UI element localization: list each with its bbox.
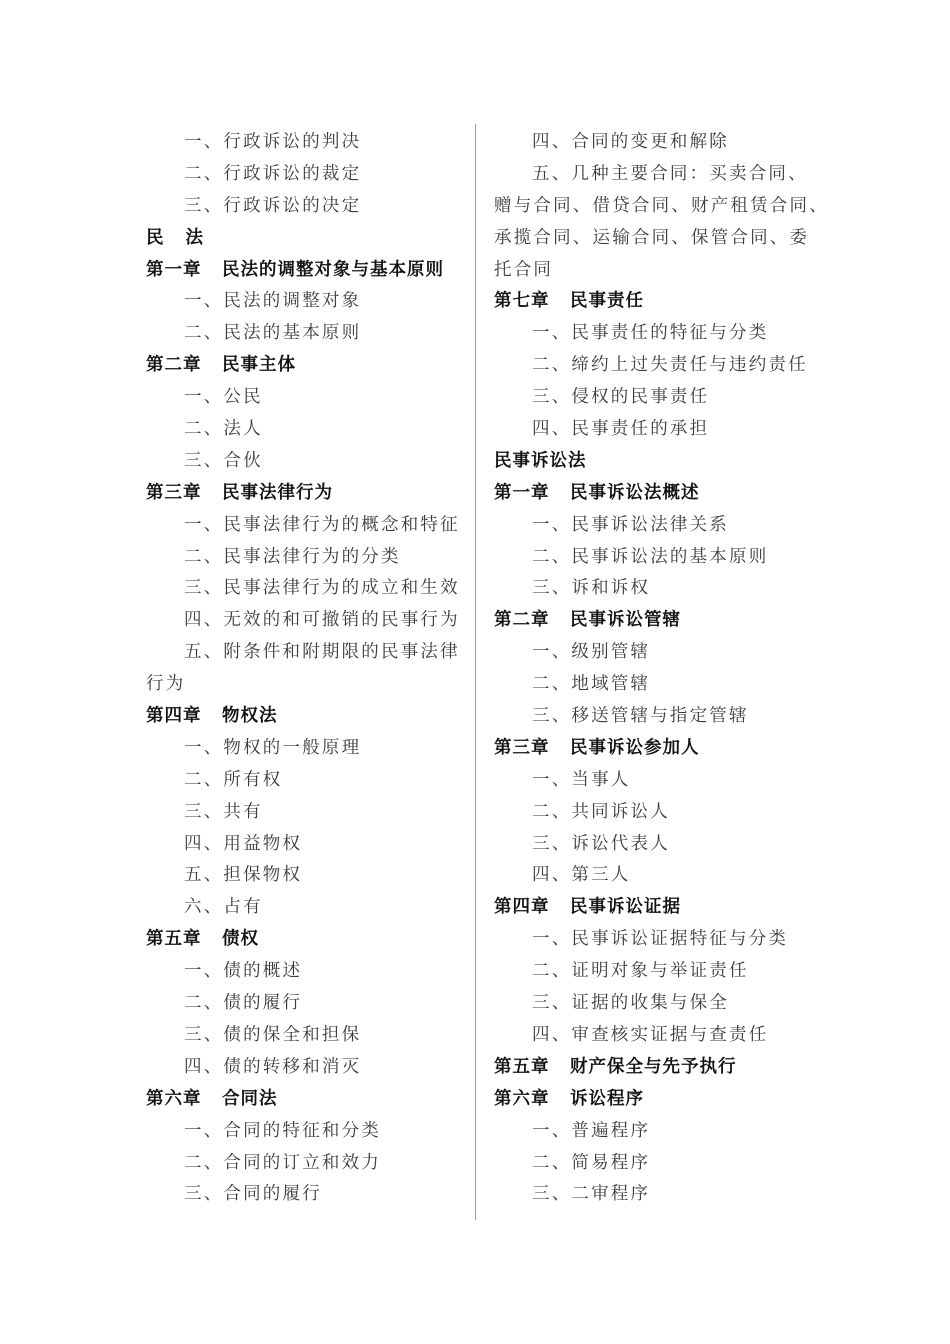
chapter-number: 第五章 — [494, 1056, 550, 1077]
list-item: 一、物权的一般原理 — [184, 737, 362, 758]
chapter-heading — [146, 350, 458, 382]
list-item-continuation: 承揽合同、运输合同、保管合同、委 — [494, 227, 810, 248]
right-column — [494, 127, 829, 1211]
chapter-heading — [146, 924, 458, 956]
chapter-number: 第三章 — [146, 482, 202, 503]
list-item: 二、共同诉讼人 — [532, 801, 670, 822]
list-item: 三、共有 — [184, 801, 263, 822]
list-item: 一、民事诉讼证据特征与分类 — [532, 929, 789, 950]
chapter-heading — [146, 1084, 458, 1116]
chapter-title: 民事诉讼管辖 — [570, 610, 681, 631]
list-item: 一、行政诉讼的判决 — [184, 132, 362, 152]
chapter-heading — [494, 286, 824, 318]
list-item: 一、普遍程序 — [532, 1120, 651, 1141]
column-divider — [475, 124, 476, 1220]
list-item: 三、侵权的民事责任 — [532, 387, 710, 408]
list-item: 四、民事责任的承担 — [532, 419, 710, 440]
list-item: 一、公民 — [184, 387, 263, 408]
chapter-number: 第二章 — [494, 610, 550, 631]
chapter-title: 民事责任 — [570, 291, 644, 312]
chapter-heading — [146, 255, 458, 287]
list-item: 一、民法的调整对象 — [184, 291, 362, 312]
list-item: 三、移送管辖与指定管辖 — [532, 706, 749, 727]
chapter-title: 债权 — [222, 929, 259, 950]
section-heading: 民法 — [146, 227, 225, 248]
chapter-heading — [146, 701, 458, 733]
list-item: 三、证据的收集与保全 — [532, 993, 729, 1014]
chapter-number: 第一章 — [146, 259, 202, 280]
list-item: 五、几种主要合同：买卖合同、 — [532, 163, 808, 184]
list-item: 五、附条件和附期限的民事法律 — [184, 642, 460, 663]
list-item: 五、担保物权 — [184, 865, 303, 886]
list-item: 四、审查核实证据与查责任 — [532, 1024, 769, 1045]
list-item: 二、民事诉讼法的基本原则 — [532, 546, 769, 567]
chapter-title: 民事主体 — [222, 355, 296, 376]
list-item-continuation: 托合同 — [494, 259, 554, 280]
chapter-title: 诉讼程序 — [570, 1088, 644, 1109]
chapter-heading — [494, 478, 824, 510]
list-item: 六、占有 — [184, 897, 263, 918]
list-item: 一、民事责任的特征与分类 — [532, 323, 769, 344]
chapter-number: 第六章 — [146, 1088, 202, 1109]
chapter-heading — [494, 605, 824, 637]
chapter-number: 第五章 — [146, 929, 202, 950]
chapter-heading — [494, 1052, 824, 1084]
chapter-number: 第四章 — [494, 897, 550, 918]
list-item: 四、合同的变更和解除 — [532, 132, 729, 152]
list-item: 四、用益物权 — [184, 833, 303, 854]
list-item-continuation: 赠与合同、借贷合同、财产租赁合同、 — [494, 195, 829, 216]
list-item: 一、合同的特征和分类 — [184, 1120, 381, 1141]
section-heading: 民事诉讼法 — [494, 450, 587, 471]
list-item: 二、证明对象与举证责任 — [532, 961, 749, 982]
chapter-heading — [146, 478, 458, 510]
list-item: 三、合同的履行 — [184, 1184, 322, 1205]
list-item: 二、债的履行 — [184, 993, 303, 1014]
list-item: 三、民事法律行为的成立和生效 — [184, 578, 460, 599]
chapter-title: 合同法 — [222, 1088, 278, 1109]
list-item: 三、二审程序 — [532, 1184, 651, 1205]
chapter-number: 第三章 — [494, 737, 550, 758]
list-item: 一、债的概述 — [184, 961, 303, 982]
list-item: 四、第三人 — [532, 865, 631, 886]
list-item: 二、法人 — [184, 419, 263, 440]
chapter-heading — [494, 1084, 824, 1116]
list-item: 二、地域管辖 — [532, 674, 651, 695]
chapter-title: 民法的调整对象与基本原则 — [222, 259, 444, 280]
chapter-title: 物权法 — [222, 706, 278, 727]
list-item: 二、民事法律行为的分类 — [184, 546, 401, 567]
list-item: 二、缔约上过失责任与违约责任 — [532, 355, 808, 376]
chapter-number: 第四章 — [146, 706, 202, 727]
chapter-title: 民事法律行为 — [222, 482, 333, 503]
list-item: 二、合同的订立和效力 — [184, 1152, 381, 1173]
list-item: 一、民事法律行为的概念和特征 — [184, 514, 460, 535]
chapter-heading — [494, 892, 824, 924]
list-item: 四、无效的和可撤销的民事行为 — [184, 610, 460, 631]
chapter-number: 第二章 — [146, 355, 202, 376]
list-item-continuation: 行为 — [146, 674, 186, 695]
chapter-title: 民事诉讼参加人 — [570, 737, 700, 758]
list-item: 二、所有权 — [184, 769, 283, 790]
chapter-number: 第一章 — [494, 482, 550, 503]
list-item: 三、行政诉讼的决定 — [184, 195, 362, 216]
list-item: 一、当事人 — [532, 769, 631, 790]
chapter-title: 民事诉讼证据 — [570, 897, 681, 918]
list-item: 一、级别管辖 — [532, 642, 651, 663]
list-item: 一、民事诉讼法律关系 — [532, 514, 729, 535]
list-item: 三、诉和诉权 — [532, 578, 651, 599]
list-item: 二、简易程序 — [532, 1152, 651, 1173]
chapter-number: 第七章 — [494, 291, 550, 312]
list-item: 三、诉讼代表人 — [532, 833, 670, 854]
list-item: 三、合伙 — [184, 450, 263, 471]
chapter-number: 第六章 — [494, 1088, 550, 1109]
chapter-heading — [494, 733, 824, 765]
left-column — [146, 127, 458, 1211]
list-item: 三、债的保全和担保 — [184, 1024, 362, 1045]
chapter-title: 民事诉讼法概述 — [570, 482, 700, 503]
list-item: 二、民法的基本原则 — [184, 323, 362, 344]
chapter-title: 财产保全与先予执行 — [570, 1056, 737, 1077]
list-item: 四、债的转移和消灭 — [184, 1056, 362, 1077]
list-item: 二、行政诉讼的裁定 — [184, 163, 362, 184]
